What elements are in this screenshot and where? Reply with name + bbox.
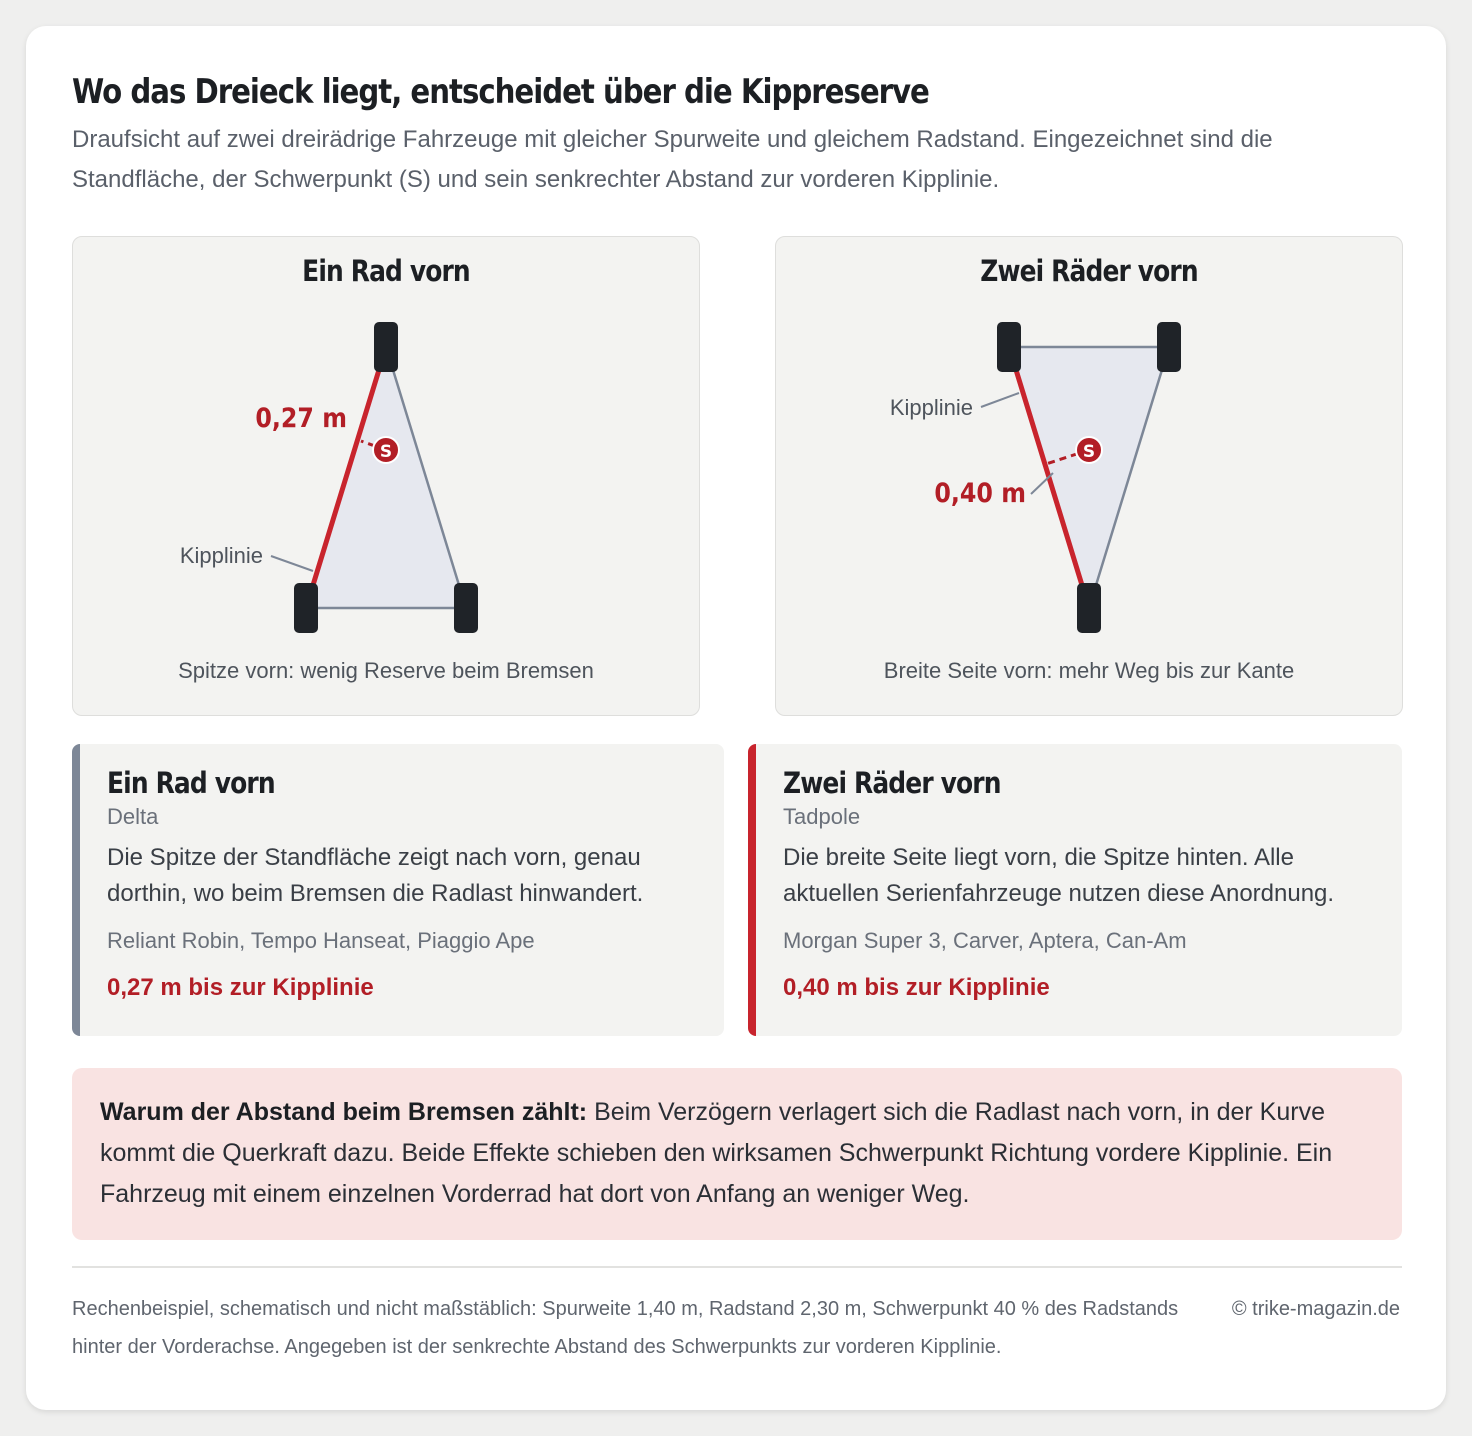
tadpole-diagram-title: Zwei Räder vorn <box>980 255 1198 289</box>
card-description: Die breite Seite liegt vorn, die Spitze hinten. Alle aktuellen Serienfahrzeuge nutzen diese Anordnung. <box>783 844 1335 907</box>
rear-right-wheel-icon <box>454 583 478 633</box>
card-examples: Reliant Robin, Tempo Hanseat, Piaggio Ape <box>107 928 535 953</box>
tadpole-label-leader <box>981 393 1019 407</box>
delta-caption: Spitze vorn: wenig Reserve beim Bremsen <box>178 658 594 683</box>
card-heading: Ein Rad vorn <box>107 766 275 800</box>
delta-tip-line-label: Kipplinie <box>179 543 263 568</box>
card-distance: 0,27 m bis zur Kipplinie <box>107 974 374 1001</box>
card-heading: Zwei Räder vorn <box>783 766 1001 800</box>
note-lead: Warum der Abstand beim Bremsen zählt: <box>100 1098 588 1126</box>
rear-wheel-icon <box>1077 583 1101 633</box>
tadpole-tip-line-label: Kipplinie <box>889 395 973 420</box>
delta-distance-label: 0,27 m <box>255 401 347 434</box>
tadpole-diagram <box>776 237 1402 715</box>
cg-label: S <box>379 442 393 462</box>
front-left-wheel-icon <box>997 322 1021 372</box>
page-title: Wo das Dreieck liegt, entscheidet über die Kippreserve <box>72 72 929 112</box>
front-wheel-icon <box>374 322 398 372</box>
delta-label-leader <box>271 556 313 571</box>
card-type: Delta <box>107 804 159 829</box>
tadpole-caption: Breite Seite vorn: mehr Weg bis zur Kante <box>883 658 1295 683</box>
diagram-panel-delta <box>72 236 700 716</box>
footer-divider <box>72 1266 1402 1268</box>
delta-diagram <box>73 237 699 715</box>
diagram-panel-tadpole <box>775 236 1403 716</box>
card-examples: Morgan Super 3, Carver, Aptera, Can-Am <box>783 928 1187 953</box>
footer-text: Rechenbeispiel, schematisch und nicht maßstäblich: Spurweite 1,40 m, Radstand 2,30 m, Schwerpunkt 40 % des Radstands hinter der Vorderachse. Angegeben ist der senkrechte Abstand des Schwerpunkts zur vorderen Kipplinie. <box>72 1298 1179 1358</box>
footer-copyright: © trike-magazin.de <box>1231 1298 1400 1320</box>
card-distance: 0,40 m bis zur Kipplinie <box>783 974 1050 1001</box>
tadpole-distance-label: 0,40 m <box>934 476 1026 509</box>
tadpole-info-card <box>748 744 1402 1036</box>
card-type: Tadpole <box>783 804 861 829</box>
card-description: Die Spitze der Standfläche zeigt nach vorn, genau dorthin, wo beim Bremsen die Radlast hinwandert. <box>107 844 644 907</box>
braking-note <box>72 1068 1402 1240</box>
tadpole-footprint <box>1009 347 1169 608</box>
front-right-wheel-icon <box>1157 322 1181 372</box>
note-text: Beim Verzögern verlagert sich die Radlast nach vorn, in der Kurve kommt die Querkraft dazu. Beide Effekte schieben den wirksamen Schwerpunkt Richtung vordere Kipplinie. Ein Fahrzeug mit einem einzelnen Vorderrad hat dort von Anfang an weniger Weg. <box>100 1098 1333 1208</box>
delta-diagram-title: Ein Rad vorn <box>302 255 470 289</box>
rear-left-wheel-icon <box>294 583 318 633</box>
cg-label: S <box>1082 442 1096 462</box>
delta-footprint <box>306 347 466 608</box>
page-subtitle: Draufsicht auf zwei dreirädrige Fahrzeuge mit gleicher Spurweite und gleichem Radstand. Eingezeichnet sind die Standfläche, der Schwerpunkt (S) und sein senkrechter Abstand zur vorderen Kipplinie. <box>72 126 1273 193</box>
delta-info-card <box>72 744 724 1036</box>
